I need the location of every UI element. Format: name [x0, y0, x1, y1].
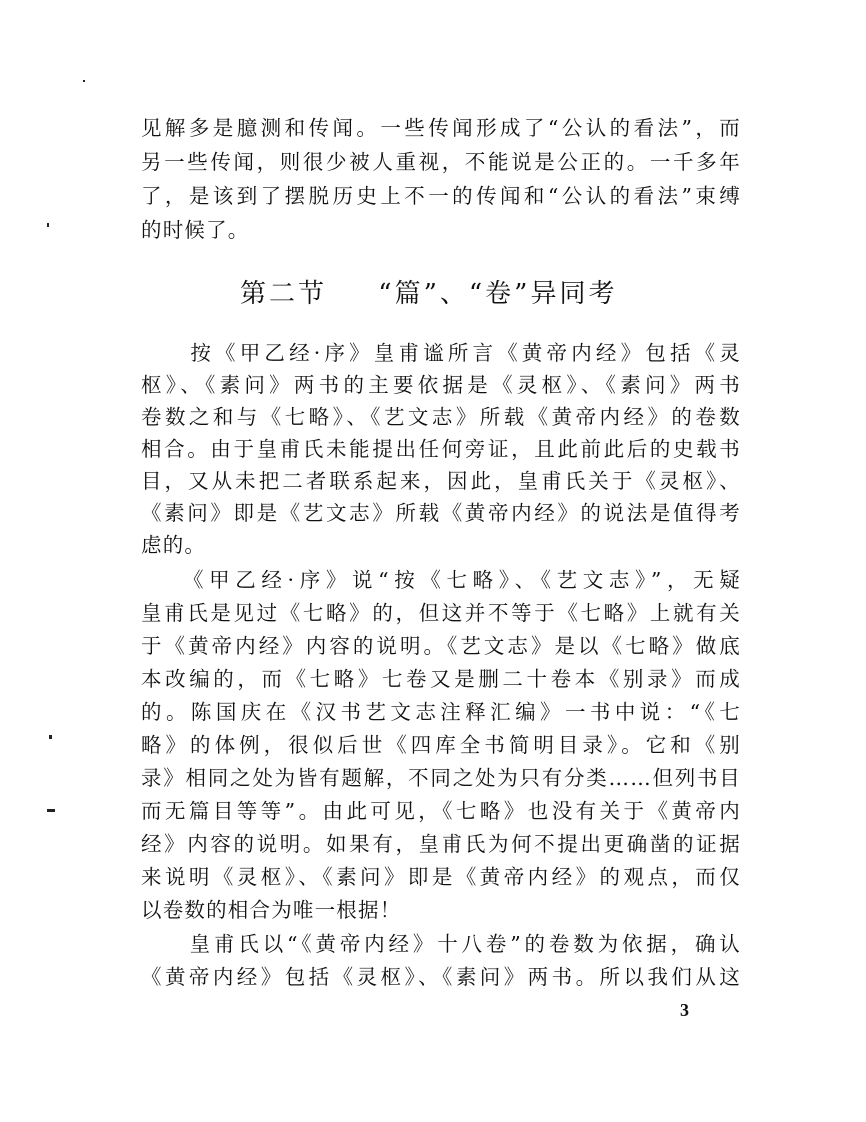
text-line: 略》的体例，很似后世《四库全书简明目录》。它和《别: [141, 733, 741, 757]
text-line: 来说明《灵枢》、《素问》即是《黄帝内经》的观点，而仅: [141, 865, 741, 889]
text-line: 相合。由于皇甫氏未能提出任何旁证，且此前此后的史载书: [141, 437, 741, 461]
text-line: 目，又从未把二者联系起来，因此，皇甫氏关于《灵枢》、: [141, 469, 741, 493]
section-number: 第二节: [240, 279, 328, 309]
scan-speck: [47, 809, 55, 812]
scan-speck: [83, 80, 85, 82]
text-line: 《甲乙经·序》说“按《七略》、《艺文志》”，无疑: [141, 568, 741, 592]
text-line: 于《黄帝内经》内容的说明。《艺文志》是以《七略》做底: [141, 634, 741, 658]
text-line: 以卷数的相合为唯一根据！: [141, 898, 402, 922]
text-line: 虑的。: [141, 533, 207, 557]
text-line: 录》相同之处为皆有题解，不同之处为只有分类……但列书目: [141, 766, 741, 790]
text-line: 皇甫氏是见过《七略》的，但这并不等于《七略》上就有关: [141, 601, 741, 625]
text-line: 皇甫氏以“《黄帝内经》十八卷”的卷数为依据，确认: [141, 932, 741, 956]
section-title: “篇”、“卷”异同考: [378, 279, 618, 309]
text-line: 按《甲乙经·序》皇甫谧所言《黄帝内经》包括《灵: [141, 341, 741, 365]
text-line: 本改编的，而《七略》七卷又是删二十卷本《别录》而成: [141, 667, 741, 691]
text-line: 卷数之和与《七略》、《艺文志》所载《黄帝内经》的卷数: [141, 405, 741, 429]
section-heading: [240, 276, 660, 312]
page-number: 3: [680, 1000, 689, 1020]
text-line: 《素问》即是《艺文志》所载《黄帝内经》的说法是值得考: [141, 501, 741, 525]
scan-speck: [47, 223, 49, 227]
scan-speck: [49, 735, 52, 739]
text-line: 另一些传闻，则很少被人重视，不能说是公正的。一千多年: [141, 150, 741, 174]
text-line: 《黄帝内经》包括《灵枢》、《素问》两书。所以我们从这: [141, 965, 741, 989]
text-line: 的时候了。: [141, 218, 250, 242]
text-line: 了，是该到了摆脱历史上不一的传闻和“公认的看法”束缚: [141, 184, 741, 208]
text-line: 经》内容的说明。如果有，皇甫氏为何不提出更确凿的证据: [141, 832, 741, 856]
text-line: 枢》、《素问》两书的主要依据是《灵枢》、《素问》两书: [141, 373, 741, 397]
text-line: 见解多是臆测和传闻。一些传闻形成了“公认的看法”，而: [141, 116, 741, 140]
text-line: 而无篇目等等”。由此可见，《七略》也没有关于《黄帝内: [141, 799, 741, 823]
text-line: 的。陈国庆在《汉书艺文志注释汇编》一书中说：“《七: [141, 700, 741, 724]
